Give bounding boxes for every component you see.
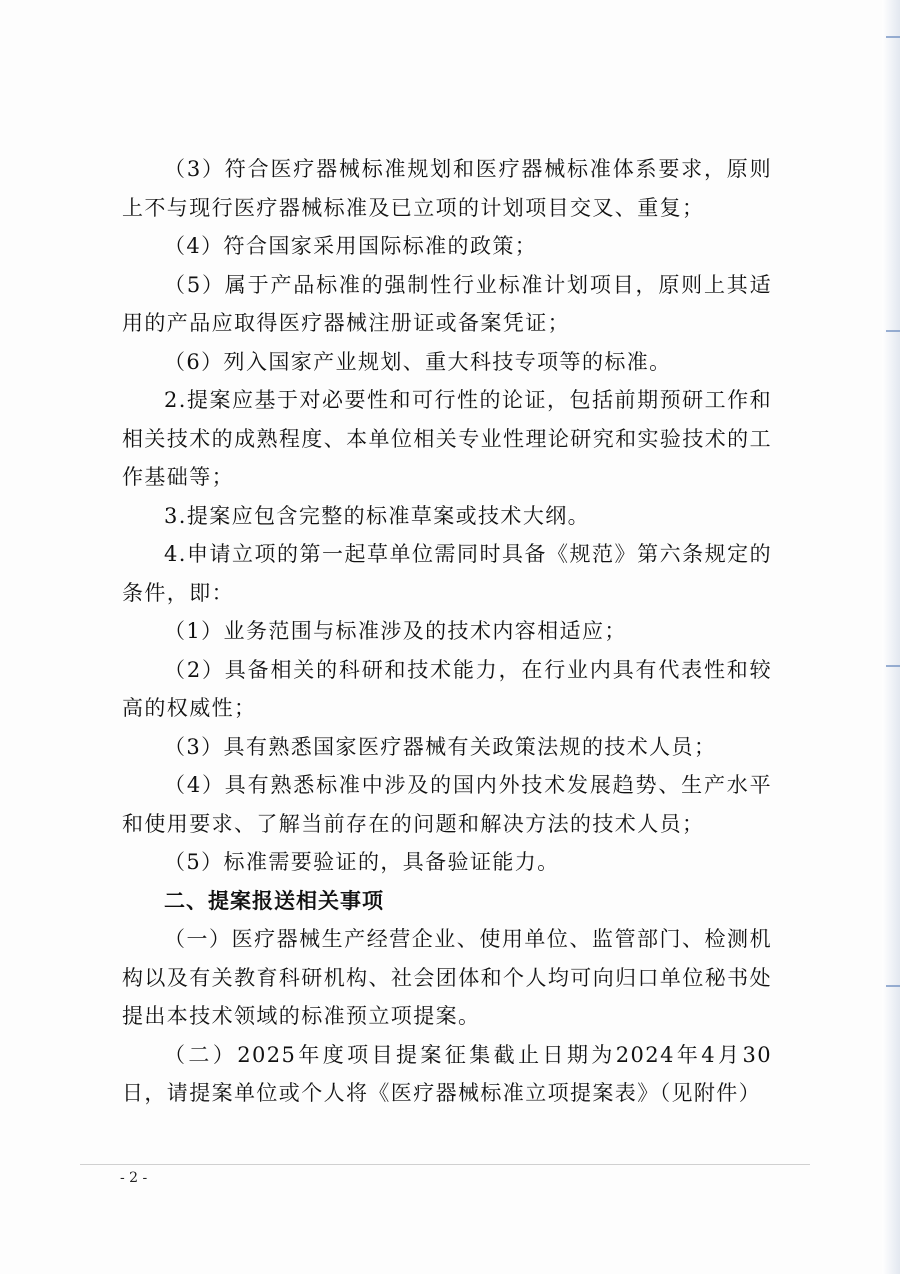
paragraph: 4.申请立项的第一起草单位需同时具备《规范》第六条规定的条件，即： (122, 542, 772, 605)
page-number: - 2 - (120, 1170, 148, 1186)
paragraph: （4）具有熟悉标准中涉及的国内外技术发展趋势、生产水平和使用要求、了解当前存在的问题和解决方法的技术人员； (122, 773, 772, 836)
paragraph: （6）列入国家产业规划、重大科技专项等的标准。 (164, 349, 672, 374)
paragraph: 2.提案应基于对必要性和可行性的论证，包括前期预研工作和相关技术的成熟程度、本单位相关专业性理论研究和实验技术的工作基础等； (122, 388, 772, 489)
paragraph: （4）符合国家采用国际标准的政策； (164, 234, 538, 258)
edge-mark (886, 985, 900, 987)
edge-mark (886, 330, 900, 332)
body-text (122, 150, 772, 1113)
paragraph: （2）具备相关的科研和技术能力，在行业内具有代表性和较高的权威性； (122, 657, 772, 720)
paragraph: （5）属于产品标准的强制性行业标准计划项目，原则上其适用的产品应取得医疗器械注册证或备案凭证； (122, 272, 772, 335)
edge-mark (886, 36, 900, 38)
paragraph: （一）医疗器械生产经营企业、使用单位、监管部门、检测机构以及有关教育科研机构、社会团体和个人均可向归口单位秘书处提出本技术领域的标准预立项提案。 (122, 927, 772, 1028)
paragraph: 3.提案应包含完整的标准草案或技术大纲。 (164, 503, 591, 528)
paragraph: （3）符合医疗器械标准规划和医疗器械标准体系要求，原则上不与现行医疗器械标准及已立项的计划项目交叉、重复； (122, 157, 772, 220)
scan-edge (882, 0, 900, 1274)
edge-mark (886, 665, 900, 667)
paragraph: （3）具有熟悉国家医疗器械有关政策法规的技术人员； (164, 734, 717, 759)
paragraph: （5）标准需要验证的，具备验证能力。 (164, 850, 560, 874)
footer-divider (80, 1164, 810, 1165)
paragraph: （1）业务范围与标准涉及的技术内容相适应； (164, 619, 627, 643)
paragraph: （二）2025年度项目提案征集截止日期为2024年4月30日，请提案单位或个人将《医疗器械标准立项提案表》（见附件） (122, 1042, 772, 1105)
section-heading: 二、提案报送相关事项 (164, 888, 384, 913)
